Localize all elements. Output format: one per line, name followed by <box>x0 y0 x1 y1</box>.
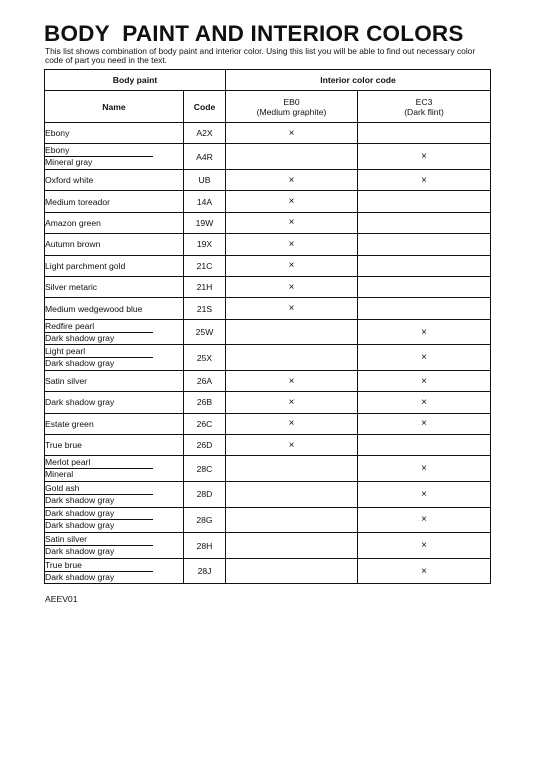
interior-color-header: Interior color code <box>226 70 491 91</box>
paint-name-lower: Mineral gray <box>45 157 93 168</box>
paint-name-pair <box>45 321 153 344</box>
paint-name-upper: Satin silver <box>45 534 153 546</box>
paint-name-cell <box>45 191 184 212</box>
ec3-mark-cell <box>358 169 491 190</box>
body-paint-header: Body paint <box>45 70 226 91</box>
table-row <box>45 276 491 297</box>
eb0-mark-cell <box>226 345 358 371</box>
table-row <box>45 507 491 533</box>
table-row <box>45 212 491 233</box>
ec3-mark-cell <box>358 123 491 144</box>
paint-name-cell <box>45 435 184 456</box>
paint-name: True brue <box>45 440 82 451</box>
eb0-mark-cell <box>226 191 358 212</box>
cross-mark-icon: × <box>421 488 427 500</box>
cross-mark-icon: × <box>421 375 427 387</box>
ec3-column-header <box>358 91 491 123</box>
paint-code-cell: A2X <box>184 123 226 144</box>
paint-name: Silver metaric <box>45 282 98 293</box>
paint-code-cell: 28G <box>184 507 226 533</box>
table-row <box>45 370 491 391</box>
ec3-mark-cell <box>358 370 491 391</box>
table-row <box>45 255 491 276</box>
footer-code: AEEV01 <box>45 594 78 604</box>
ec3-mark-cell <box>358 392 491 413</box>
eb0-mark-cell <box>226 319 358 345</box>
eb0-mark-cell <box>226 370 358 391</box>
paint-name-cell <box>45 456 184 482</box>
ec3-mark-cell <box>358 212 491 233</box>
cross-mark-icon: × <box>288 375 295 387</box>
paint-name-cell <box>45 370 184 391</box>
paint-code-cell: 25W <box>184 319 226 345</box>
paint-name-cell <box>45 558 184 584</box>
table-row <box>45 169 491 190</box>
paint-name-cell <box>45 212 184 233</box>
eb0-code: EB0 <box>283 96 300 107</box>
ec3-mark-cell <box>358 298 491 319</box>
paint-name-lower: Dark shadow gray <box>45 332 115 343</box>
paint-name-upper: Gold ash <box>45 483 153 495</box>
paint-code-cell: 21C <box>184 255 226 276</box>
table-row <box>45 413 491 434</box>
paint-name-cell <box>45 234 184 255</box>
ec3-mark-cell <box>358 255 491 276</box>
eb0-mark-cell <box>226 392 358 413</box>
eb0-mark-cell <box>226 212 358 233</box>
ec3-mark-cell <box>358 435 491 456</box>
eb0-description: (Medium graphite) <box>256 106 327 117</box>
cross-mark-icon: × <box>421 326 427 338</box>
cross-mark-icon: × <box>421 418 427 430</box>
table-row <box>45 435 491 456</box>
ec3-description: (Dark flint) <box>404 106 444 117</box>
cross-mark-icon: × <box>288 396 295 408</box>
paint-code-cell: 28H <box>184 533 226 559</box>
paint-code-cell: 26D <box>184 435 226 456</box>
paint-name-upper: Ebony <box>45 145 153 157</box>
paint-name: Light parchment gold <box>45 260 126 271</box>
table-row <box>45 482 491 508</box>
cross-mark-icon: × <box>421 352 427 364</box>
ec3-mark-cell <box>358 234 491 255</box>
paint-name-cell <box>45 482 184 508</box>
cross-mark-icon: × <box>288 196 295 208</box>
eb0-mark-cell <box>226 255 358 276</box>
paint-name-cell <box>45 123 184 144</box>
cross-mark-icon: × <box>421 565 427 577</box>
eb0-mark-cell <box>226 298 358 319</box>
paint-name-cell <box>45 169 184 190</box>
paint-name: Oxford white <box>45 175 94 186</box>
paint-name: Satin silver <box>45 376 88 387</box>
ec3-mark-cell <box>358 191 491 212</box>
cross-mark-icon: × <box>421 174 427 186</box>
eb0-mark-cell <box>226 533 358 559</box>
eb0-column-header <box>226 91 358 123</box>
table-row <box>45 345 491 371</box>
table-row <box>45 191 491 212</box>
paint-name-upper: True brue <box>45 560 153 572</box>
paint-name-cell <box>45 255 184 276</box>
paint-code-cell: 19X <box>184 234 226 255</box>
ec3-code: EC3 <box>415 96 433 107</box>
page-title: BODY PAINT AND INTERIOR COLORS <box>44 21 464 46</box>
ec3-mark-cell <box>358 558 491 584</box>
paint-name: Medium toreador <box>45 196 110 207</box>
eb0-mark-cell <box>226 169 358 190</box>
paint-name-pair <box>45 508 153 531</box>
cross-mark-icon: × <box>288 303 295 315</box>
ec3-mark-cell <box>358 456 491 482</box>
paint-name: Medium wedgewood blue <box>45 303 143 314</box>
eb0-mark-cell <box>226 558 358 584</box>
paint-name-lower: Dark shadow gray <box>45 571 115 582</box>
paint-name-lower: Dark shadow gray <box>45 358 115 369</box>
paint-code-cell: 26C <box>184 413 226 434</box>
table-row <box>45 298 491 319</box>
paint-name-cell <box>45 144 184 170</box>
name-column-header: Name <box>45 91 184 123</box>
ec3-mark-cell <box>358 319 491 345</box>
ec3-mark-cell <box>358 507 491 533</box>
cross-mark-icon: × <box>421 540 427 552</box>
paint-name: Amazon green <box>45 217 101 228</box>
paint-name-upper: Light pearl <box>45 346 153 358</box>
paint-code-cell: 21S <box>184 298 226 319</box>
paint-name-pair <box>45 483 153 506</box>
paint-name-cell <box>45 298 184 319</box>
paint-code-cell: 26B <box>184 392 226 413</box>
ec3-mark-cell <box>358 345 491 371</box>
table-row <box>45 456 491 482</box>
paint-name: Ebony <box>45 128 70 139</box>
eb0-mark-cell <box>226 482 358 508</box>
cross-mark-icon: × <box>288 174 295 186</box>
paint-name-upper: Merlot pearl <box>45 457 153 469</box>
paint-code-cell: A4R <box>184 144 226 170</box>
cross-mark-icon: × <box>421 151 427 163</box>
paint-name-lower: Mineral <box>45 469 74 480</box>
paint-name-cell <box>45 413 184 434</box>
cross-mark-icon: × <box>421 396 427 408</box>
cross-mark-icon: × <box>288 127 295 139</box>
ec3-mark-cell <box>358 413 491 434</box>
code-column-header: Code <box>184 91 226 123</box>
intro-text: This list shows combination of body paint and interior color. Using this list you will be able to find out necessary color code of part you need in the text. <box>45 46 476 66</box>
paint-name: Dark shadow gray <box>45 397 115 408</box>
paint-name-cell <box>45 392 184 413</box>
eb0-mark-cell <box>226 413 358 434</box>
paint-name: Autumn brown <box>45 239 101 250</box>
cross-mark-icon: × <box>288 281 295 293</box>
paint-code-cell: 14A <box>184 191 226 212</box>
paint-name-pair <box>45 346 153 369</box>
cross-mark-icon: × <box>421 463 427 475</box>
color-table-body <box>45 123 491 584</box>
ec3-mark-cell <box>358 144 491 170</box>
table-row <box>45 123 491 144</box>
paint-name-pair <box>45 145 153 168</box>
paint-name-cell <box>45 319 184 345</box>
paint-name-lower: Dark shadow gray <box>45 520 115 531</box>
eb0-mark-cell <box>226 276 358 297</box>
paint-code-cell: 28C <box>184 456 226 482</box>
table-row <box>45 392 491 413</box>
color-table <box>44 69 491 584</box>
cross-mark-icon: × <box>288 238 295 250</box>
table-row <box>45 558 491 584</box>
cross-mark-icon: × <box>288 439 295 451</box>
paint-name-lower: Dark shadow gray <box>45 546 115 557</box>
paint-code-cell: 21H <box>184 276 226 297</box>
paint-name-cell <box>45 507 184 533</box>
paint-name-upper: Redfire pearl <box>45 321 153 333</box>
paint-code-cell: 26A <box>184 370 226 391</box>
paint-code-cell: 28D <box>184 482 226 508</box>
paint-code-cell: UB <box>184 169 226 190</box>
paint-name-upper: Dark shadow gray <box>45 508 153 520</box>
table-row <box>45 144 491 170</box>
paint-name-pair <box>45 457 153 480</box>
eb0-mark-cell <box>226 234 358 255</box>
eb0-mark-cell <box>226 435 358 456</box>
paint-name: Estate green <box>45 418 94 429</box>
table-row <box>45 533 491 559</box>
paint-name-cell <box>45 276 184 297</box>
paint-name-pair <box>45 534 153 557</box>
ec3-mark-cell <box>358 533 491 559</box>
table-row <box>45 319 491 345</box>
paint-name-cell <box>45 345 184 371</box>
paint-name-lower: Dark shadow gray <box>45 494 115 505</box>
cross-mark-icon: × <box>288 260 295 272</box>
eb0-mark-cell <box>226 144 358 170</box>
ec3-mark-cell <box>358 276 491 297</box>
table-row <box>45 234 491 255</box>
cross-mark-icon: × <box>288 418 295 430</box>
paint-code-cell: 28J <box>184 558 226 584</box>
paint-name-pair <box>45 560 153 583</box>
paint-code-cell: 25X <box>184 345 226 371</box>
paint-name-cell <box>45 533 184 559</box>
cross-mark-icon: × <box>288 217 295 229</box>
eb0-mark-cell <box>226 123 358 144</box>
paint-code-cell: 19W <box>184 212 226 233</box>
eb0-mark-cell <box>226 456 358 482</box>
cross-mark-icon: × <box>421 514 427 526</box>
eb0-mark-cell <box>226 507 358 533</box>
ec3-mark-cell <box>358 482 491 508</box>
